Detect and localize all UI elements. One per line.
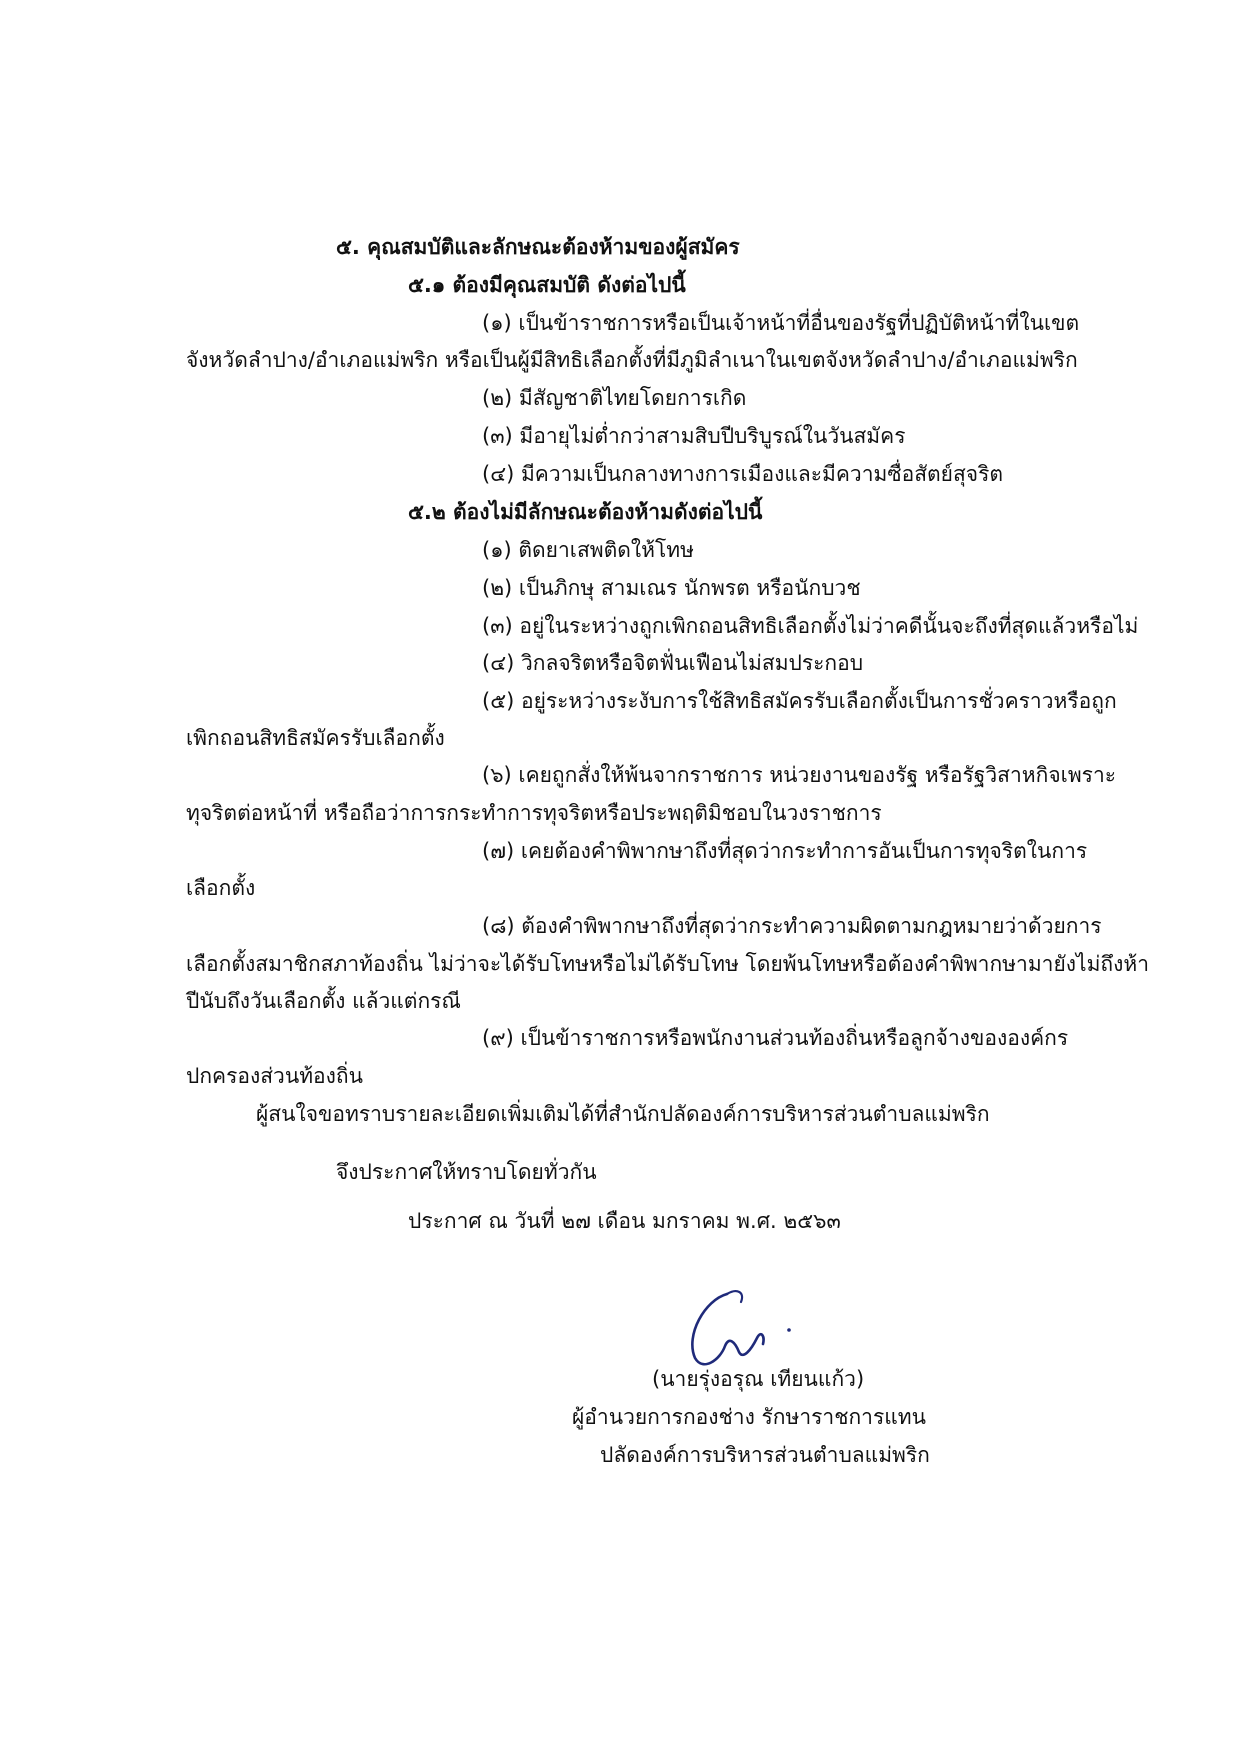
- contact-note: ผู้สนใจขอทราบรายละเอียดเพิ่มเติมได้ที่สำนักปลัดองค์การบริหารส่วนตำบลแม่พริก: [256, 1102, 990, 1126]
- prohibition-item: (๔) วิกลจริตหรือจิตฟั่นเฟือนไม่สมประกอบ: [482, 651, 864, 675]
- prohibition-item: (๑) ติดยาเสพติดให้โทษ: [482, 538, 694, 562]
- section-heading: ๕. คุณสมบัติและลักษณะต้องห้ามของผู้สมัคร: [336, 235, 740, 259]
- prohibition-item-cont: เลือกตั้งสมาชิกสภาท้องถิ่น ไม่ว่าจะได้รับโทษหรือไม่ได้รับโทษ โดยพ้นโทษหรือต้องคำพิพากษามายังไม่ถึงห้า: [186, 952, 1150, 976]
- prohibition-item: (๕) อยู่ระหว่างระงับการใช้สิทธิสมัครรับเลือกตั้งเป็นการชั่วคราวหรือถูก: [482, 689, 1117, 713]
- prohibition-item-cont: เพิกถอนสิทธิสมัครรับเลือกตั้ง: [186, 726, 445, 750]
- qualification-item: (๒) มีสัญชาติไทยโดยการเกิด: [482, 386, 747, 410]
- prohibitions-heading: ๕.๒ ต้องไม่มีลักษณะต้องห้ามดังต่อไปนี้: [408, 500, 763, 524]
- prohibition-item-cont: ปีนับถึงวันเลือกตั้ง แล้วแต่กรณี: [186, 989, 461, 1013]
- prohibition-item: (๙) เป็นข้าราชการหรือพนักงานส่วนท้องถิ่นหรือลูกจ้างขององค์กร: [482, 1026, 1069, 1050]
- signer-name: (นายรุ่งอรุณ เทียนแก้ว): [652, 1367, 865, 1391]
- signer-office: ปลัดองค์การบริหารส่วนตำบลแม่พริก: [600, 1443, 930, 1467]
- qualification-item: (๑) เป็นข้าราชการหรือเป็นเจ้าหน้าที่อื่นของรัฐที่ปฏิบัติหน้าที่ในเขต: [482, 311, 1080, 335]
- qualification-item: (๓) มีอายุไม่ต่ำกว่าสามสิบปีบริบูรณ์ในวันสมัคร: [482, 424, 906, 448]
- prohibition-item-cont: ทุจริตต่อหน้าที่ หรือถือว่าการกระทำการทุจริตหรือประพฤติมิชอบในวงราชการ: [186, 801, 882, 825]
- signer-position: ผู้อำนวยการกองช่าง รักษาราชการแทน: [572, 1405, 926, 1429]
- prohibition-item: (๖) เคยถูกสั่งให้พ้นจากราชการ หน่วยงานของรัฐ หรือรัฐวิสาหกิจเพราะ: [482, 763, 1117, 787]
- announce-date: ประกาศ ณ วันที่ ๒๗ เดือน มกราคม พ.ศ. ๒๕๖๓: [408, 1209, 841, 1233]
- prohibition-item: (๘) ต้องคำพิพากษาถึงที่สุดว่ากระทำความผิดตามกฎหมายว่าด้วยการ: [482, 914, 1102, 938]
- qualification-item-cont: จังหวัดลำปาง/อำเภอแม่พริก หรือเป็นผู้มีสิทธิเลือกตั้งที่มีภูมิลำเนาในเขตจังหวัดลำปาง/อำเภอแม่พริก: [186, 348, 1078, 372]
- prohibition-item: (๗) เคยต้องคำพิพากษาถึงที่สุดว่ากระทำการอันเป็นการทุจริตในการ: [482, 839, 1088, 863]
- prohibition-item-cont: เลือกตั้ง: [186, 876, 256, 900]
- announce-line: จึงประกาศให้ทราบโดยทั่วกัน: [336, 1160, 597, 1184]
- prohibition-item-cont: ปกครองส่วนท้องถิ่น: [186, 1064, 363, 1088]
- qualification-item: (๔) มีความเป็นกลางทางการเมืองและมีความซื่อสัตย์สุจริต: [482, 462, 1003, 486]
- qualifications-heading: ๕.๑ ต้องมีคุณสมบัติ ดังต่อไปนี้: [408, 273, 686, 297]
- prohibition-item: (๓) อยู่ในระหว่างถูกเพิกถอนสิทธิเลือกตั้งไม่ว่าคดีนั้นจะถึงที่สุดแล้วหรือไม่: [482, 614, 1139, 638]
- prohibition-item: (๒) เป็นภิกษุ สามเณร นักพรต หรือนักบวช: [482, 576, 861, 600]
